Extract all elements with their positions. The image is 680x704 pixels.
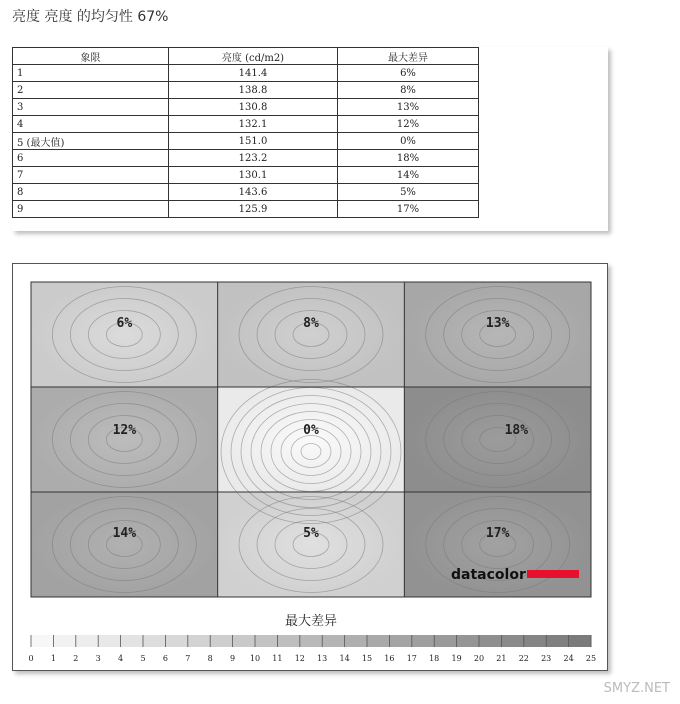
cell-luminance: 132.1 [169, 116, 338, 133]
legend-tick-label: 14 [339, 654, 350, 663]
legend-swatch [322, 635, 345, 647]
cell-quadrant: 2 [13, 82, 169, 99]
legend-tick-label: 20 [473, 654, 485, 663]
cell-quadrant: 7 [13, 167, 169, 184]
legend-swatch [233, 635, 256, 647]
heatmap-cell [31, 492, 218, 597]
header-luminance: 亮度 (cd/m2) [169, 48, 338, 65]
cell-quadrant: 4 [13, 116, 169, 133]
legend-swatch [53, 635, 76, 647]
legend-tick-label: 4 [118, 654, 124, 663]
table-row [13, 167, 479, 184]
legend-swatch [121, 635, 144, 647]
table-row [13, 99, 479, 116]
luminance-table [12, 47, 479, 218]
legend-tick-label: 11 [272, 654, 283, 663]
cell-quadrant: 8 [13, 184, 169, 201]
legend-tick-label: 2 [73, 654, 79, 663]
legend-tick-label: 6 [162, 654, 168, 663]
legend-swatch [143, 635, 166, 647]
table-row [13, 201, 479, 218]
heatmap-cell [404, 282, 591, 387]
legend-tick-label: 18 [429, 654, 440, 663]
cell-luminance: 138.8 [169, 82, 338, 99]
table-row [13, 116, 479, 133]
cell-value-label: 5% [303, 525, 319, 541]
legend-tick-label: 19 [451, 654, 462, 663]
legend-tick-label: 22 [518, 654, 529, 663]
cell-max-diff: 6% [338, 65, 479, 82]
legend-swatch [255, 635, 278, 647]
cell-max-diff: 0% [338, 133, 479, 150]
legend-tick-label: 5 [140, 654, 146, 663]
table-row [13, 150, 479, 167]
cell-max-diff: 12% [338, 116, 479, 133]
heatmap-cell [218, 387, 405, 492]
cell-value-label: 12% [112, 423, 137, 438]
cell-luminance: 141.4 [169, 65, 338, 82]
cell-value-label: 18% [504, 423, 529, 438]
legend-tick-label: 3 [95, 654, 101, 663]
cell-value-label: 14% [112, 525, 137, 541]
page-title: 亮度 亮度 的均匀性 67% [12, 9, 169, 25]
uniformity-heatmap [13, 264, 609, 672]
table-header-row [13, 48, 479, 65]
legend-swatch [457, 635, 480, 647]
cell-max-diff: 18% [338, 150, 479, 167]
heatmap-cell [31, 282, 218, 387]
legend-tick-label: 7 [185, 654, 191, 663]
cell-value-label: 13% [485, 315, 510, 331]
watermark: SMYZ.NET [603, 681, 670, 696]
legend-tick-label: 1 [50, 654, 56, 663]
legend-swatch [412, 635, 435, 647]
legend-tick-label: 25 [585, 654, 597, 663]
legend-swatch [434, 635, 457, 647]
legend-swatch [524, 635, 547, 647]
cell-max-diff: 13% [338, 99, 479, 116]
legend-tick-label: 10 [249, 654, 261, 663]
legend-swatch [31, 635, 54, 647]
table-row [13, 133, 479, 150]
legend-swatch [479, 635, 502, 647]
legend-tick-label: 17 [406, 654, 417, 663]
legend-swatch [165, 635, 188, 647]
legend-swatch [569, 635, 592, 647]
cell-luminance: 151.0 [169, 133, 338, 150]
header-quadrant: 象限 [13, 48, 169, 65]
brand-bar [527, 570, 579, 578]
legend-swatch [501, 635, 524, 647]
legend-tick-label: 15 [361, 654, 373, 663]
luminance-table-panel [12, 47, 608, 231]
cell-luminance: 130.1 [169, 167, 338, 184]
cell-luminance: 125.9 [169, 201, 338, 218]
heatmap-cell [31, 387, 218, 492]
legend-tick-label: 23 [541, 654, 552, 663]
legend-tick-label: 13 [317, 654, 328, 663]
legend-swatch [76, 635, 99, 647]
uniformity-chart-panel [12, 263, 608, 671]
table-row [13, 65, 479, 82]
cell-value-label: 0% [303, 423, 319, 438]
cell-value-label: 17% [485, 525, 510, 541]
cell-quadrant: 6 [13, 150, 169, 167]
heatmap-cell [218, 282, 405, 387]
legend-tick-label: 16 [384, 654, 395, 663]
header-max-diff: 最大差异 [338, 48, 479, 65]
brand-logo: datacolor [451, 567, 526, 583]
table-row [13, 82, 479, 99]
cell-max-diff: 8% [338, 82, 479, 99]
legend-swatch [367, 635, 390, 647]
legend-swatch [546, 635, 569, 647]
legend-tick-label: 8 [207, 654, 213, 663]
legend-tick-label: 21 [496, 654, 507, 663]
legend-swatch [98, 635, 121, 647]
cell-value-label: 6% [116, 315, 133, 331]
legend-swatch [277, 635, 300, 647]
cell-luminance: 123.2 [169, 150, 338, 167]
cell-quadrant: 9 [13, 201, 169, 218]
legend-swatch [300, 635, 323, 647]
cell-max-diff: 14% [338, 167, 479, 184]
legend-tick-label: 12 [294, 654, 305, 663]
table-row [13, 184, 479, 201]
cell-value-label: 8% [303, 315, 319, 331]
cell-quadrant: 3 [13, 99, 169, 116]
legend-tick-label: 9 [230, 654, 236, 663]
legend-tick-label: 24 [563, 654, 574, 663]
cell-max-diff: 5% [338, 184, 479, 201]
legend-swatch [345, 635, 368, 647]
heatmap-cell [404, 387, 591, 492]
cell-luminance: 143.6 [169, 184, 338, 201]
legend-title: 最大差异 [284, 614, 338, 629]
legend-swatch [210, 635, 233, 647]
legend-swatch [389, 635, 412, 647]
cell-quadrant: 5 (最大值) [13, 133, 169, 150]
legend-swatch [188, 635, 211, 647]
cell-quadrant: 1 [13, 65, 169, 82]
legend-tick-label: 0 [28, 654, 34, 663]
cell-luminance: 130.8 [169, 99, 338, 116]
cell-max-diff: 17% [338, 201, 479, 218]
